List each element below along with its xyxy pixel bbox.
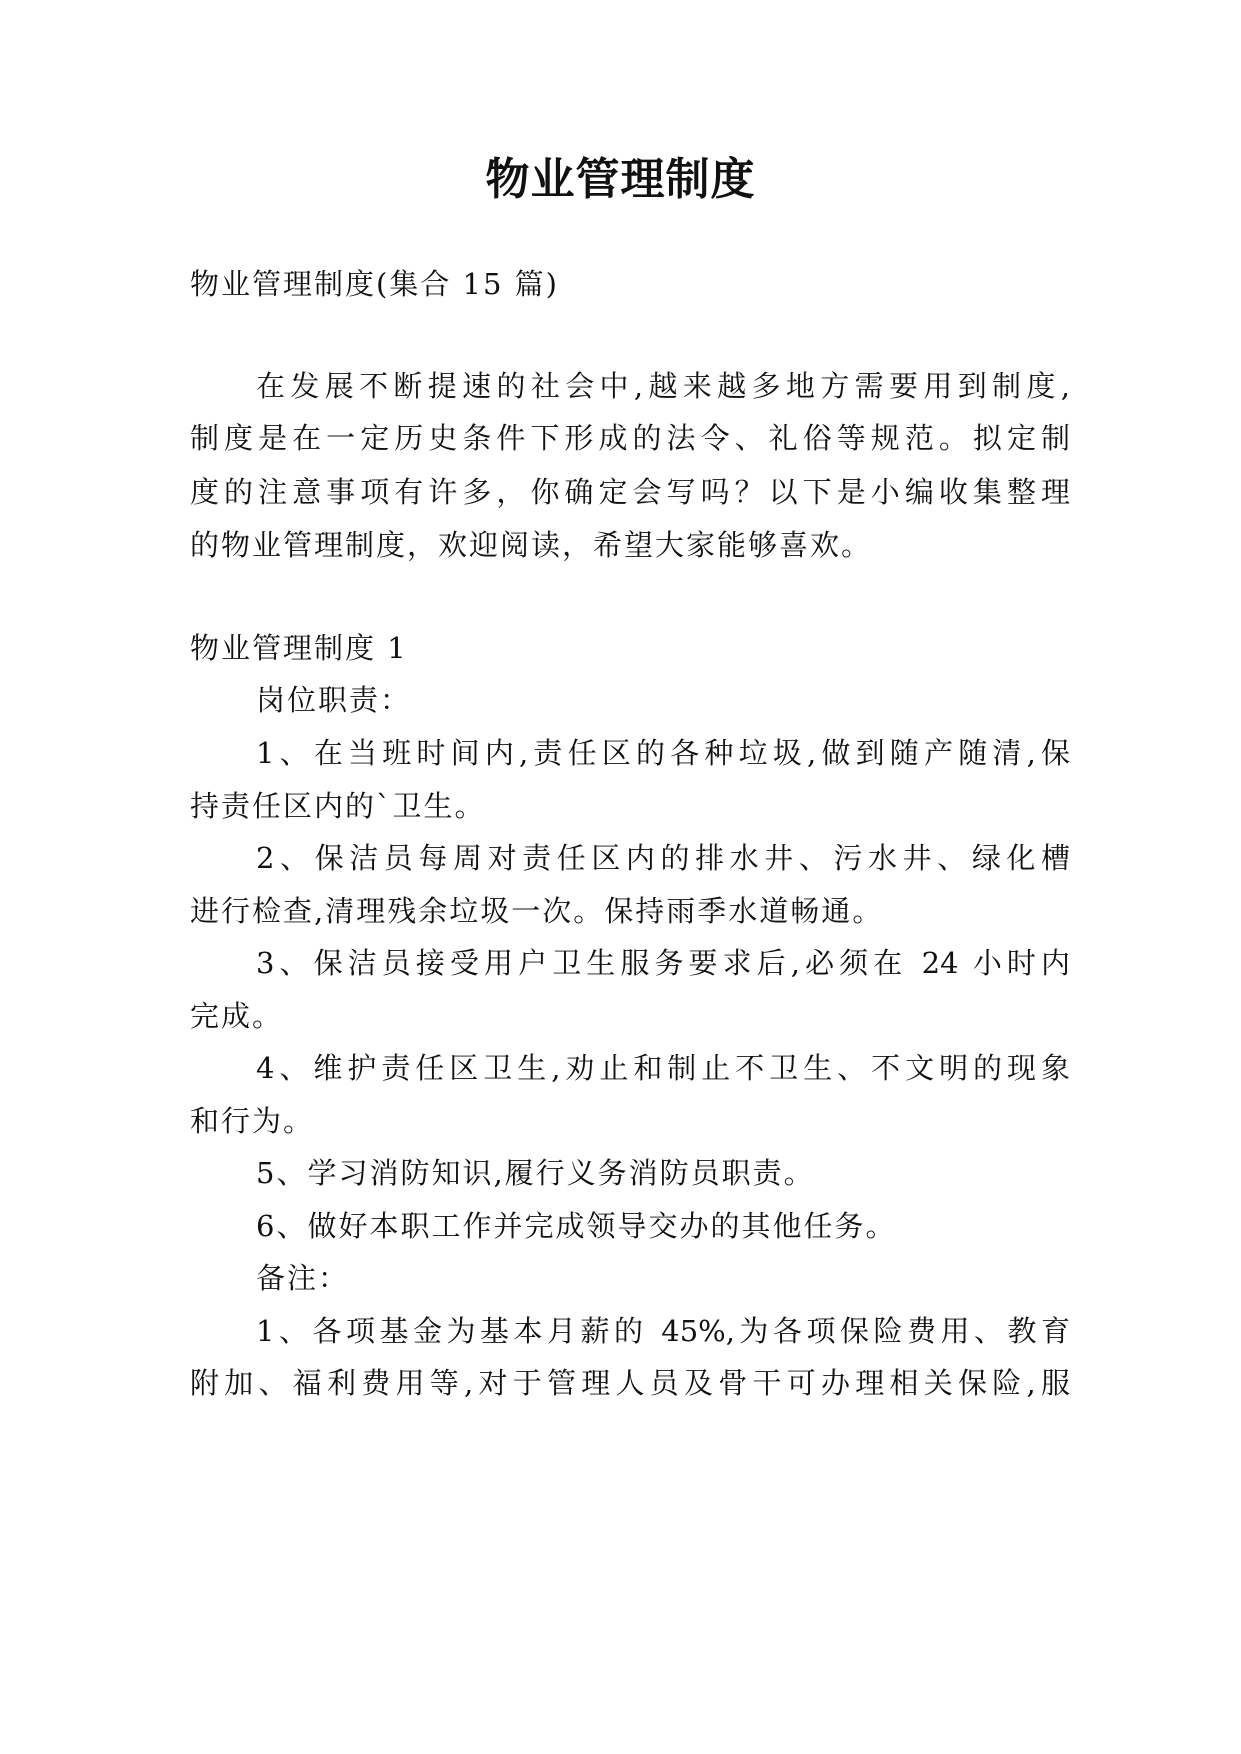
- intro-line: 制度是在一定历史条件下形成的法令、礼俗等规范。拟定制: [190, 421, 1070, 455]
- intro-line: 的物业管理制度，欢迎阅读，希望大家能够喜欢。: [190, 528, 873, 562]
- duties-heading: 岗位职责：: [256, 683, 412, 717]
- duty-line: 1、在当班时间内,责任区的各种垃圾,做到随产随清,保: [256, 736, 1070, 770]
- note-line: 1、各项基金为基本月薪的 45%,为各项保险费用、教育: [256, 1314, 1070, 1348]
- document-title: 物业管理制度: [485, 154, 756, 205]
- duty-line: 进行检查,清理残余垃圾一次。保持雨季水道畅通。: [190, 894, 884, 928]
- duty-line: 持责任区内的`卫生。: [190, 789, 486, 823]
- duty-line: 3、保洁员接受用户卫生服务要求后,必须在 24 小时内: [256, 946, 1070, 980]
- note-line: 附加、福利费用等,对于管理人员及骨干可办理相关保险,服: [190, 1366, 1070, 1400]
- section-heading: 物业管理制度 1: [190, 631, 408, 665]
- duty-line: 和行为。: [190, 1104, 315, 1138]
- document-subtitle: 物业管理制度(集合 15 篇): [190, 267, 559, 301]
- duty-line: 4、维护责任区卫生,劝止和制止不卫生、不文明的现象: [256, 1051, 1070, 1085]
- notes-heading: 备注：: [256, 1261, 350, 1295]
- intro-line: 在发展不断提速的社会中,越来越多地方需要用到制度,: [256, 369, 1070, 403]
- duty-line: 6、做好本职工作并完成领导交办的其他任务。: [256, 1209, 897, 1243]
- duty-line: 2、保洁员每周对责任区内的排水井、污水井、绿化槽: [256, 841, 1070, 875]
- duty-line: 完成。: [190, 999, 284, 1033]
- duty-line: 5、学习消防知识,履行义务消防员职责。: [256, 1156, 815, 1190]
- intro-line: 度的注意事项有许多，你确定会写吗？以下是小编收集整理: [190, 475, 1070, 509]
